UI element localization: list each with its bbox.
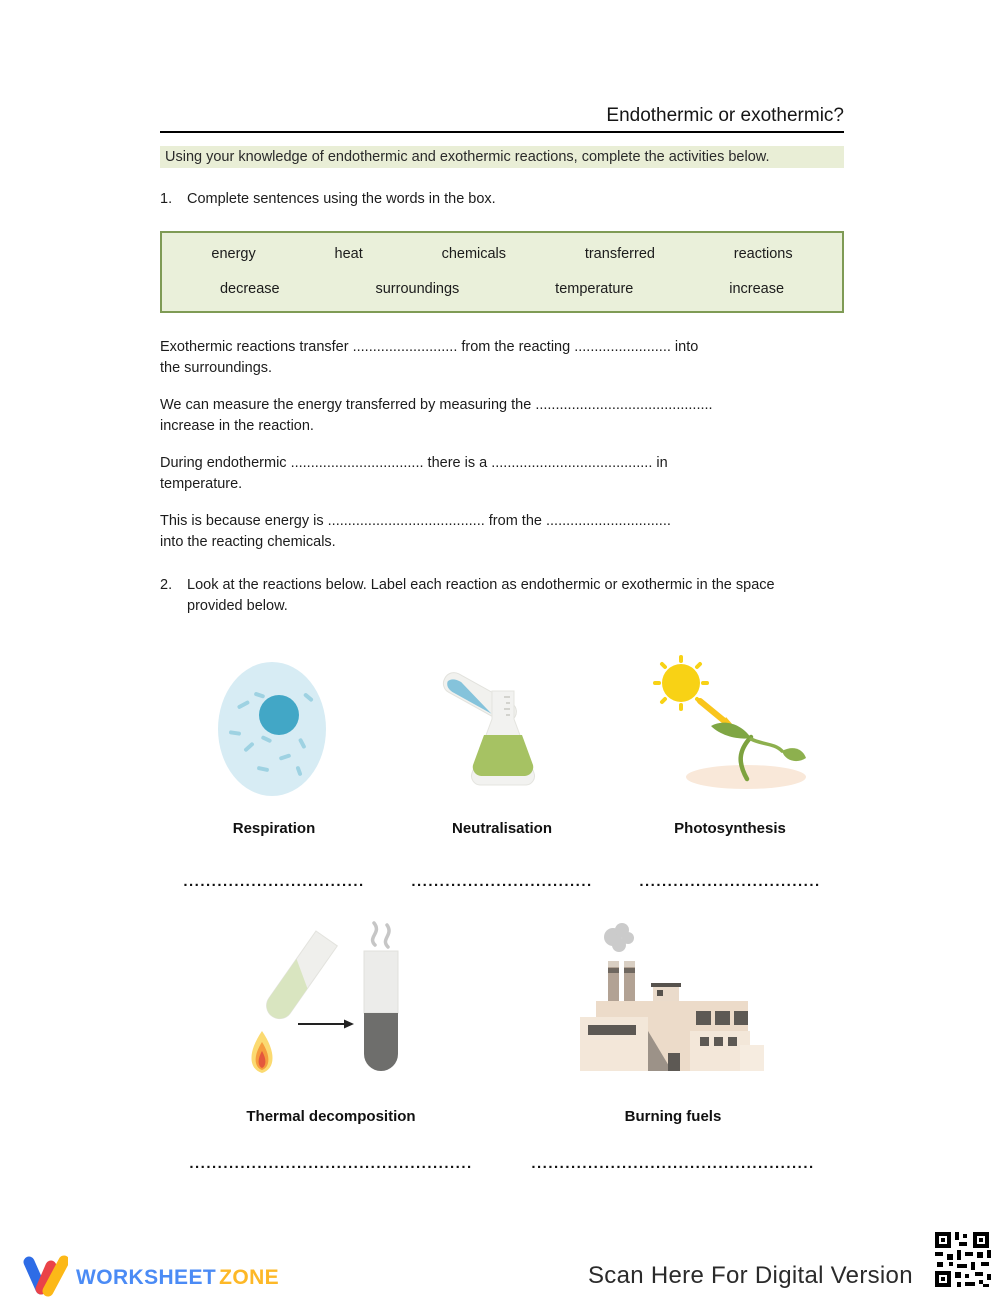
photosynthesis-label: Photosynthesis [674,820,786,837]
sentence-4-line-2: into the reacting chemicals. [160,534,336,550]
answer-blank-burning-fuels: .................................................. [531,1155,815,1172]
sentence-2-line-1: We can measure the energy transferred by measuring the ............................................ [160,397,713,413]
instruction-banner: Using your knowledge of endothermic and exothermic reactions, complete the activities below. [160,146,844,168]
scan-here-text: Scan Here For Digital Version [588,1262,913,1289]
word-box-row-1 [172,246,832,262]
answer-blank-photosynthesis: ................................ [639,873,821,890]
sentence-1 [160,337,844,379]
word-box [160,231,844,313]
question-2-prompt-line-1: Look at the reactions below. Label each reaction as endothermic or exothermic in the space [187,577,775,593]
sentence-4-line-1: This is because energy is ....................................... from the ............................... [160,513,671,529]
answer-blanks-row-2 [160,1155,844,1173]
reactions-row-2 [160,921,844,1125]
word-energy: energy [211,246,256,262]
word-reactions: reactions [733,246,793,262]
cell-illustration-icon [199,659,349,806]
page-title: Endothermic or exothermic? [160,104,844,133]
flask-pour-illustration-icon [420,653,585,806]
neutralisation-label: Neutralisation [451,820,553,837]
sentence-4 [160,511,844,553]
answer-blank-thermal-decomposition: .................................................. [189,1155,473,1172]
answer-blanks-row-1 [160,873,844,891]
respiration-label: Respiration [232,820,316,837]
question-1-number: 1. [160,191,173,207]
sentence-2 [160,395,844,437]
word-surroundings: surroundings [375,281,460,297]
sentence-3 [160,453,844,495]
reaction-burning-fuels [502,921,844,1125]
reaction-photosynthesis [616,651,844,837]
word-temperature: temperature [555,281,634,297]
word-box-row-2 [172,281,832,297]
worksheetzone-logo-icon [20,1253,68,1302]
qr-code-icon [931,1228,993,1291]
answer-blank-neutralisation: ................................ [411,873,593,890]
burning-fuels-label: Burning fuels [624,1108,722,1125]
reaction-thermal-decomposition [160,921,502,1125]
worksheetzone-logo [20,1253,279,1302]
word-chemicals: chemicals [441,246,507,262]
reaction-respiration [160,651,388,837]
brand-zone-text: ZONE [219,1265,280,1289]
word-increase: increase [729,281,785,297]
word-transferred: transferred [584,246,655,262]
sentence-3-line-1: During endothermic ................................. there is a ........................................ in [160,455,668,471]
question-2-prompt-line-2: provided below. [187,598,288,614]
factory-illustration-icon [568,921,778,1094]
question-1 [160,189,844,209]
question-2-number: 2. [160,577,173,593]
reaction-neutralisation [388,651,616,837]
answer-blank-respiration: ................................ [183,873,365,890]
question-1-prompt: Complete sentences using the words in the box. [187,191,496,207]
sentence-1-line-2: the surroundings. [160,360,273,376]
sentence-2-line-2: increase in the reaction. [160,418,314,434]
heated-test-tube-illustration-icon [216,921,446,1094]
sentence-1-line-1: Exothermic reactions transfer .......................... from the reacting ........................ into [160,339,699,355]
word-heat: heat [334,246,363,262]
worksheet-page [160,0,844,1173]
question-2 [160,575,844,617]
brand-worksheet-text: WORKSHEET [76,1265,217,1289]
thermal-decomposition-label: Thermal decomposition [246,1108,416,1125]
sun-plant-illustration-icon [643,651,818,806]
reactions-row-1 [160,651,844,837]
sentence-3-line-2: temperature. [160,476,243,492]
word-decrease: decrease [219,281,280,297]
